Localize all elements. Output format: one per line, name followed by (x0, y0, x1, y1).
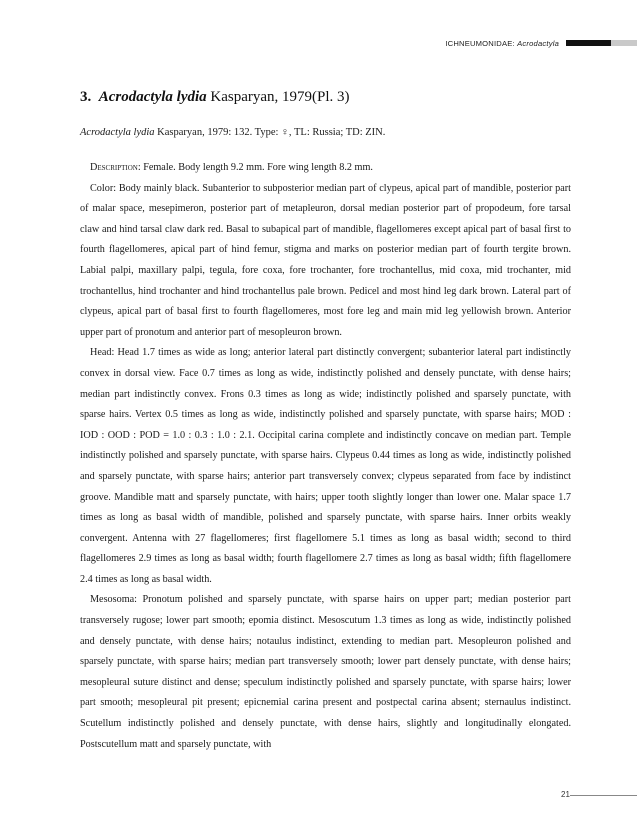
page-number-rule (570, 795, 637, 796)
mesosoma-paragraph: Mesosoma: Pronotum polished and sparsely punctate, with sparse hairs on upper part; median posterior part transversely rugose; lower part smooth; epomia distinct. Mesoscutum 1.3 times as long as wide, indistinctly polished and densely punctate, with dense hairs; notaulus indistinct, extending to median part. Mesopleuron polished and sparsely punctate, with sparse hairs; median part transversely smooth; lower part densely punctate, with dense hairs; mesopleural suture distinct and dense; speculum indistinctly polished and sparsely punctate, with sparse hairs; lower part smooth; mesopleural pit present; epicnemial carina present and postpectal carina absent; sternaulus indistinct. Scutellum indistinctly polished and densely punctate, with dense hairs, slightly and longitudinally elongated. Postscutellum matt and sparsely punctate, with (80, 594, 571, 750)
synonymy-citation: Kasparyan, 1979: 132. Type: ♀, TL: Russia; TD: ZIN. (154, 127, 386, 138)
running-head-bar-light (611, 40, 637, 46)
description-label: Description (90, 162, 138, 173)
running-head-genus: Acrodactyla (517, 38, 559, 48)
running-head (445, 37, 637, 49)
species-name: Acrodactyla lydia (98, 89, 207, 105)
species-author-year: Kasparyan, 1979 (206, 89, 313, 105)
description-body (80, 158, 571, 755)
running-head-bar-dark (566, 40, 611, 46)
running-head-family: ICHNEUMONIDAE: (445, 38, 518, 48)
synonymy-line (80, 126, 385, 140)
description-intro-paragraph (80, 158, 571, 179)
page-number: 21 (561, 790, 570, 799)
species-number: 3. (80, 89, 92, 105)
description-intro: : Female. Body length 9.2 mm. Fore wing length 8.2 mm. (137, 162, 373, 173)
synonymy-name: Acrodactyla lydia (80, 127, 155, 138)
species-plate-ref: (Pl. 3) (312, 89, 350, 105)
species-heading (80, 88, 350, 106)
color-paragraph: Color: Body mainly black. Subanterior to subposterior median part of clypeus, apical part of mandible, posterior part of malar space, mesepimeron, posterior part of metapleuron, dorsal median posterior part of propodeum, fore tarsal claw and hind tarsal claw dark red. Basal to subapical part of mandible, flagellomeres except apical part of basal first to fourth flagellomeres, apical part of hind femur, stigma and marks on posterior median part of fourth tergite brown. Labial palpi, maxillary palpi, tegula, fore coxa, fore trochanter, fore trochantellus, mid coxa, mid trochanter, mid trochantellus, hind trochanter and hind trochantellus pale brown. Pedicel and most hind leg dark brown. Lateral part of clypeus, apical part of basal first to fourth flagellomeres, most fore leg and main mid leg yellowish brown. Anterior upper part of pronotum and anterior part of mesopleuron brown. (80, 182, 571, 338)
running-head-text (445, 39, 559, 48)
head-paragraph: Head: Head 1.7 times as wide as long; anterior lateral part distinctly convergent; subanterior lateral part indistinctly convex in dorsal view. Face 0.7 times as long as wide, indistinctly polished and densely punctate, with dense hairs; median part indistinctly convex. Frons 0.3 times as long as wide; indistinctly polished and sparsely punctate, with sparse hairs. Vertex 0.5 times as long as wide, indistinctly polished and sparsely punctate, with sparse hairs; MOD : IOD : OOD : POD = 1.0 : 0.3 : 1.0 : 2.1. Occipital carina complete and indistinctly concave on median part. Temple indistinctly polished and sparsely punctate, with sparse hairs. Clypeus 0.44 times as long as wide, indistinctly polished and sparsely punctate, with sparse hairs; anterior part transversely convex; clypeus separated from face by indistinct groove. Mandible matt and sparsely punctate, with hairs; upper tooth slightly longer than lower one. Malar space 1.7 times as long as basal width of mandible, polished and sparsely punctate, with sparse hairs. Inner orbits weakly convergent. Antenna with 27 flagellomeres; first flagellomere 5.1 times as long as basal width; second to third flagellomeres 2.9 times as long as basal width; fourth flagellomere 2.7 times as long as basal width; fifth flagellomere 2.4 times as long as basal width. (80, 347, 571, 585)
